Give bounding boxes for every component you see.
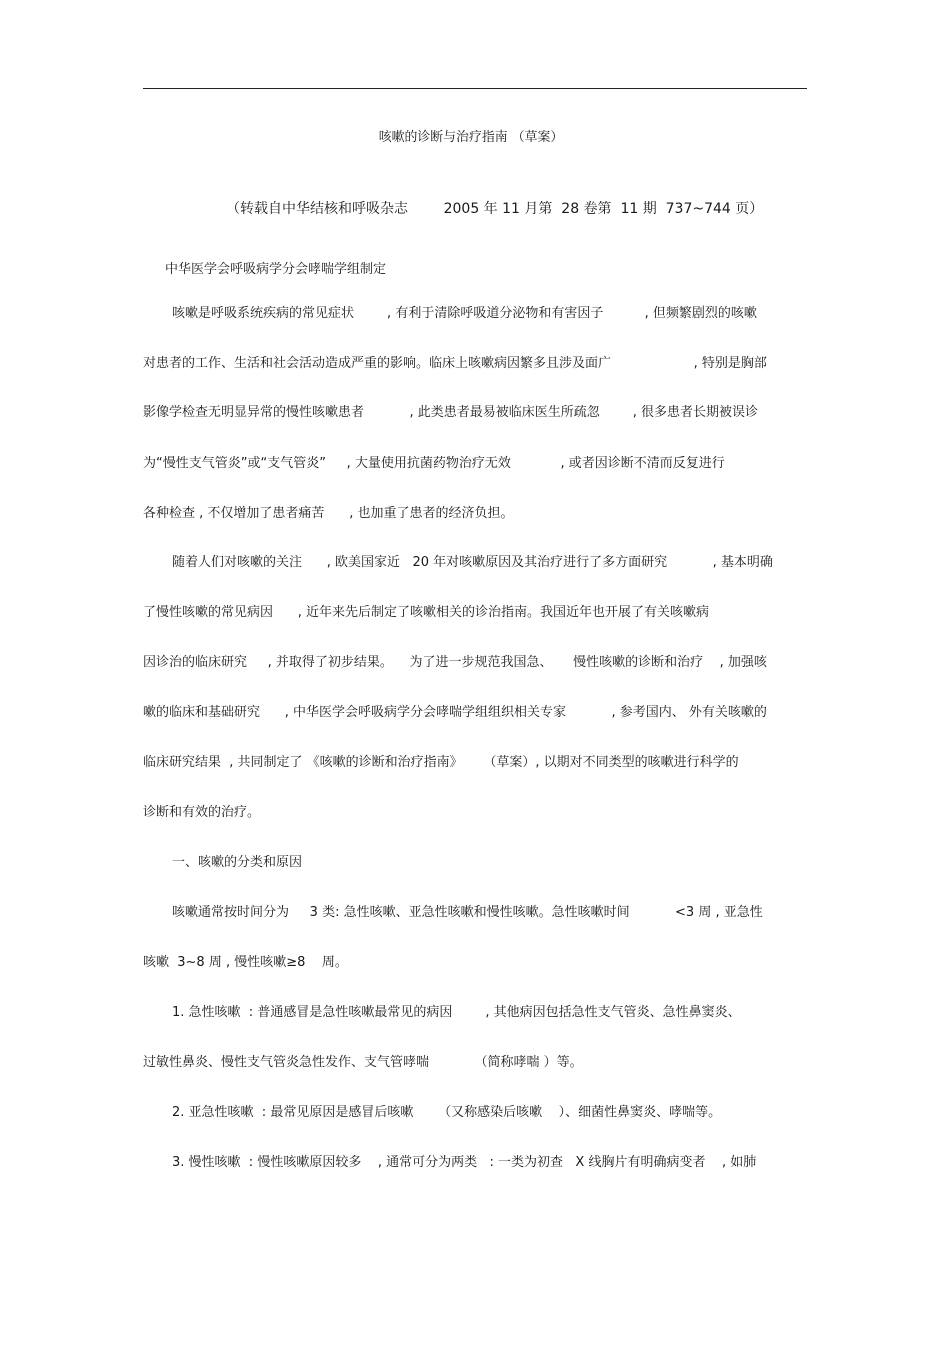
paragraph-line: 为“慢性支气管炎”或“支气管炎” , 大量使用抗菌药物治疗无效 , 或者因诊断不清而反复进行 bbox=[143, 456, 725, 471]
paragraph-line: 过敏性鼻炎、慢性支气管炎急性发作、支气管哮喘 （简称哮喘 ）等。 bbox=[143, 1055, 583, 1070]
paragraph-line: 3. 慢性咳嗽 : 慢性咳嗽原因较多 , 通常可分为两类 : 一类为初查 X 线胸片有明确病变者 , 如肺 bbox=[172, 1155, 757, 1170]
paragraph-line: 各种检查 , 不仅增加了患者痛苦 , 也加重了患者的经济负担。 bbox=[143, 506, 514, 521]
paragraph-line: 随着人们对咳嗽的关注 , 欧美国家近 20 年对咳嗽原因及其治疗进行了多方面研究 , 基本明确 bbox=[172, 555, 773, 570]
author-line: 中华医学会呼吸病学分会哮喘学组制定 bbox=[165, 262, 387, 277]
paragraph-line: 咳嗽通常按时间分为 3 类: 急性咳嗽、亚急性咳嗽和慢性咳嗽。急性咳嗽时间 <3 周 , 亚急性 bbox=[172, 905, 763, 920]
paragraph-line: 1. 急性咳嗽 : 普通感冒是急性咳嗽最常见的病因 , 其他病因包括急性支气管炎、急性鼻窦炎、 bbox=[172, 1005, 741, 1020]
paragraph-line: 影像学检查无明显异常的慢性咳嗽患者 , 此类患者最易被临床医生所疏忽 , 很多患者长期被误诊 bbox=[143, 405, 759, 420]
paragraph-line: 咳嗽 3~8 周 , 慢性咳嗽≥8 周。 bbox=[143, 955, 348, 970]
header-rule bbox=[143, 88, 807, 89]
section-heading: 一、咳嗽的分类和原因 bbox=[172, 855, 303, 870]
paragraph-line: 了慢性咳嗽的常见病因 , 近年来先后制定了咳嗽相关的诊治指南。我国近年也开展了有关咳嗽病 bbox=[143, 605, 710, 620]
paragraph-line: 2. 亚急性咳嗽 : 最常见原因是感冒后咳嗽 （又称感染后咳嗽 ）、细菌性鼻窦炎、哮喘等。 bbox=[172, 1105, 722, 1120]
paragraph-line: 嗽的临床和基础研究 , 中华医学会呼吸病学分会哮喘学组组织相关专家 , 参考国内、 外有关咳嗽的 bbox=[143, 705, 767, 720]
paragraph-line: 诊断和有效的治疗。 bbox=[143, 805, 261, 820]
source-citation: （转载自中华结核和呼吸杂志 2005 年 11 月第 28 卷第 11 期 737~744 页） bbox=[226, 201, 764, 217]
paragraph-line: 对患者的工作、生活和社会活动造成严重的影响。临床上咳嗽病因繁多且涉及面广 , 特别是胸部 bbox=[143, 356, 767, 371]
paragraph-line: 咳嗽是呼吸系统疾病的常见症状 , 有利于清除呼吸道分泌物和有害因子 , 但频繁剧烈的咳嗽 bbox=[172, 306, 757, 321]
paragraph-line: 因诊治的临床研究 , 并取得了初步结果。 为了进一步规范我国急、 慢性咳嗽的诊断和治疗 , 加强咳 bbox=[143, 655, 767, 670]
paragraph-line: 临床研究结果 , 共同制定了 《咳嗽的诊断和治疗指南》 （草案）, 以期对不同类型的咳嗽进行科学的 bbox=[143, 755, 739, 770]
document-title: 咳嗽的诊断与治疗指南 （草案） bbox=[378, 130, 564, 145]
